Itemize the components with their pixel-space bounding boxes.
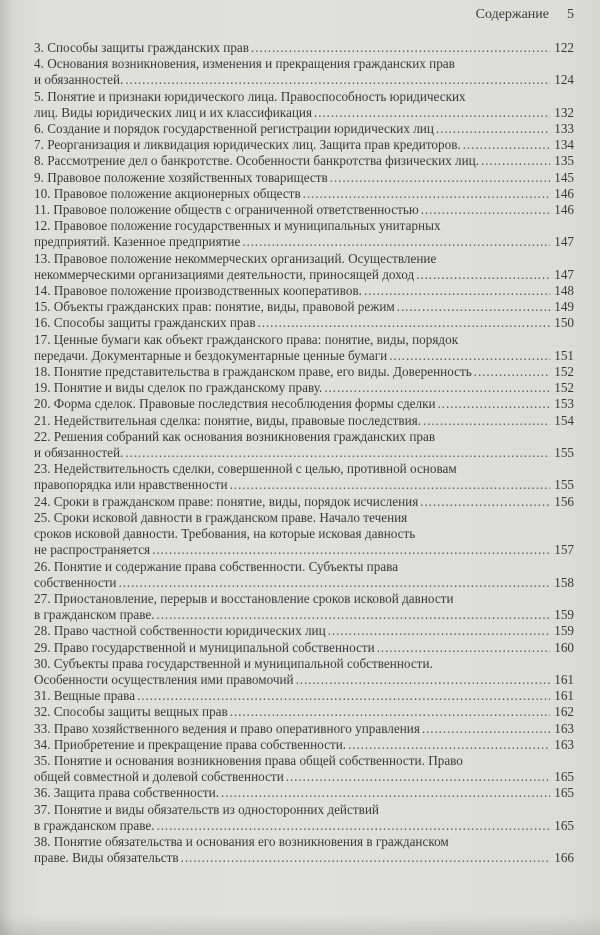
toc-entry-last-line [34, 607, 574, 623]
toc-entry-last-line [34, 396, 574, 412]
toc-page-number: 153 [554, 396, 574, 412]
toc-entry-text-line: 33. Право хозяйственного ведения и право оперативного управления [34, 720, 420, 736]
toc-entry-text-line: 6. Создание и порядок государственной регистрации юридических лиц [34, 121, 434, 137]
toc-entry [34, 186, 574, 202]
toc-entry [34, 429, 574, 461]
toc-entry-last-line [34, 72, 574, 88]
running-head-title: Содержание [475, 7, 549, 22]
dot-leader [481, 153, 550, 169]
toc-entry [34, 704, 574, 720]
dot-leader [474, 364, 550, 380]
dot-leader [314, 105, 550, 121]
running-head [476, 7, 574, 23]
dot-leader [181, 850, 550, 866]
toc-entry-last-line [34, 283, 574, 299]
toc-page-number: 147 [554, 266, 574, 282]
dot-leader [463, 137, 550, 153]
toc-entry-last-line [34, 721, 574, 737]
toc-entry [34, 170, 574, 186]
toc-entry-last-line [34, 105, 574, 121]
toc-page-number: 146 [554, 185, 574, 201]
toc-entry [34, 218, 574, 250]
toc-entry-last-line [34, 202, 574, 218]
toc-entry [34, 40, 574, 56]
toc-entry-text-line: в гражданском праве. [34, 607, 155, 623]
toc-entry [34, 834, 574, 866]
dot-leader [286, 769, 550, 785]
toc-entry [34, 688, 574, 704]
toc-entry-text-line: правопорядка или нравственности [34, 477, 228, 493]
toc-entry-last-line [34, 121, 574, 137]
toc-entry-text-line: 22. Решения собраний как основания возникновения гражданских прав [34, 428, 436, 444]
toc-entry-last-line [34, 445, 574, 461]
toc-entry-last-line [34, 40, 574, 56]
toc-entry-last-line [34, 704, 574, 720]
toc-entry [34, 364, 574, 380]
toc-entry-text-line: 8. Рассмотрение дел о банкротстве. Особенности банкротства физических лиц. [34, 153, 480, 169]
toc-page-number: 155 [554, 477, 574, 493]
table-of-contents [34, 40, 574, 866]
dot-leader [242, 234, 550, 250]
dot-leader [328, 623, 550, 639]
toc-entry-text-line: 17. Ценные бумаги как объект гражданского права: понятие, виды, порядок [34, 331, 459, 347]
dot-leader [330, 170, 550, 186]
toc-entry [34, 640, 574, 656]
dot-leader [397, 299, 550, 315]
toc-page-number: 161 [554, 671, 574, 687]
toc-entry-last-line [34, 153, 574, 169]
toc-entry-last-line [34, 818, 574, 834]
toc-page-number: 133 [554, 121, 574, 137]
toc-entry [34, 153, 574, 169]
dot-leader [436, 121, 550, 137]
toc-page-number: 165 [554, 769, 574, 785]
toc-entry-text-line: 19. Понятие и виды сделок по гражданскому праву. [34, 380, 323, 396]
toc-entry [34, 380, 574, 396]
toc-entry-text-line: 25. Сроки исковой давности в гражданском праве. Начало течения [34, 509, 408, 525]
toc-page-number: 165 [554, 785, 574, 801]
toc-page-number: 159 [554, 623, 574, 639]
toc-entry [34, 121, 574, 137]
toc-entry-text-line: 3. Способы защиты гражданских прав [34, 40, 249, 55]
toc-entry [34, 461, 574, 493]
toc-entry [34, 510, 574, 559]
toc-entry [34, 494, 574, 510]
toc-entry-text-line: 36. Защита права собственности. [34, 785, 220, 801]
toc-entry [34, 413, 574, 429]
toc-entry-text-line: 15. Объекты гражданских прав: понятие, виды, правовой режим [34, 299, 395, 315]
dot-leader [119, 575, 551, 591]
toc-entry-last-line [34, 234, 574, 250]
toc-entry [34, 202, 574, 218]
toc-page-number: 152 [554, 364, 574, 380]
toc-entry-text-line: собственности [34, 574, 117, 590]
dot-leader [221, 785, 550, 801]
toc-entry-text-line: 38. Понятие обязательства и основания его возникновения в гражданском [34, 833, 449, 849]
toc-entry-text-line: 20. Форма сделок. Правовые последствия несоблюдения формы сделки [34, 396, 436, 412]
toc-page-number: 135 [554, 153, 574, 169]
toc-entry-last-line [34, 785, 574, 801]
dot-leader [258, 315, 550, 331]
toc-entry-text-line: 10. Правовое положение акционерных обществ [34, 185, 301, 201]
running-head-page-number: 5 [567, 7, 574, 22]
toc-entry-text-line: 7. Реорганизация и ликвидация юридических лиц. Защита прав кредиторов. [34, 137, 461, 153]
toc-entry [34, 396, 574, 412]
toc-entry [34, 251, 574, 283]
dot-leader [251, 40, 550, 56]
dot-leader [364, 283, 550, 299]
dot-leader [230, 704, 550, 720]
toc-entry-last-line [34, 688, 574, 704]
toc-entry [34, 656, 574, 688]
toc-page-number: 148 [554, 283, 574, 299]
toc-entry-text-line: предприятий. Казенное предприятие [34, 234, 241, 250]
toc-entry [34, 299, 574, 315]
dot-leader [137, 688, 550, 704]
dot-leader [296, 672, 550, 688]
toc-entry-last-line [34, 542, 574, 558]
toc-page-number: 161 [554, 688, 574, 704]
toc-page-number: 132 [554, 104, 574, 120]
toc-page-number: 158 [554, 574, 574, 590]
dot-leader [125, 72, 550, 88]
toc-entry-text-line: и обязанностей. [34, 72, 124, 88]
toc-entry [34, 591, 574, 623]
toc-entry [34, 89, 574, 121]
toc-entry-text-line: 30. Субъекты права государственной и муниципальной собственности. [34, 655, 433, 671]
toc-entry-last-line [34, 850, 574, 866]
toc-entry-last-line [34, 315, 574, 331]
toc-entry-text-line: Особенности осуществления ими правомочий [34, 671, 294, 687]
toc-entry-text-line: 14. Правовое положение производственных кооперативов. [34, 283, 362, 299]
toc-entry [34, 753, 574, 785]
toc-entry-text-line: передачи. Документарные и бездокументарные ценные бумаги [34, 347, 388, 363]
toc-entry [34, 737, 574, 753]
toc-page-number: 150 [554, 315, 574, 331]
dot-leader [157, 818, 551, 834]
toc-entry-last-line [34, 640, 574, 656]
toc-page-number: 146 [554, 202, 574, 218]
toc-entry [34, 137, 574, 153]
toc-entry [34, 785, 574, 801]
toc-entry-text-line: в гражданском праве. [34, 817, 155, 833]
dot-leader [348, 737, 550, 753]
toc-entry-last-line [34, 137, 574, 153]
toc-entry-text-line: праве. Виды обязательств [34, 850, 179, 866]
toc-entry [34, 332, 574, 364]
toc-entry-text-line: 27. Приостановление, перерыв и восстановление сроков исковой давности [34, 590, 454, 606]
toc-page-number: 165 [554, 817, 574, 833]
toc-entry-text-line: 9. Правовое положение хозяйственных товариществ [34, 169, 328, 185]
toc-page-number: 151 [554, 347, 574, 363]
toc-entry-text-line: общей совместной и долевой собственности [34, 769, 284, 785]
toc-entry-text-line: 12. Правовое положение государственных и муниципальных унитарных [34, 218, 441, 234]
dot-leader [422, 721, 550, 737]
toc-entry-last-line [34, 494, 574, 510]
toc-entry [34, 802, 574, 834]
dot-leader [152, 542, 550, 558]
dot-leader [438, 396, 550, 412]
toc-entry-text-line: и обязанностей. [34, 445, 124, 461]
toc-entry-last-line [34, 413, 574, 429]
dot-leader [420, 494, 550, 510]
toc-entry [34, 56, 574, 88]
toc-entry-last-line [34, 737, 574, 753]
toc-entry-text-line: 31. Вещные права [34, 688, 136, 704]
toc-entry-last-line [34, 623, 574, 639]
dot-leader [416, 267, 550, 283]
toc-entry-text-line: сроков исковой давности. Требования, на которые исковая давность [34, 526, 416, 542]
toc-entry-text-line: 4. Основания возникновения, изменения и прекращения гражданских прав [34, 56, 455, 72]
dot-leader [157, 607, 551, 623]
toc-page-number: 149 [554, 299, 574, 315]
toc-page-number: 152 [554, 380, 574, 396]
dot-leader [377, 640, 550, 656]
toc-entry-text-line: 32. Способы защиты вещных прав [34, 704, 228, 720]
toc-entry-text-line: 21. Недействительная сделка: понятие, виды, правовые последствия. [34, 412, 422, 428]
toc-entry-text-line: 13. Правовое положение некоммерческих организаций. Осуществление [34, 250, 437, 266]
toc-entry-last-line [34, 348, 574, 364]
toc-page-number: 124 [554, 72, 574, 88]
toc-entry-text-line: не распространяется [34, 542, 151, 558]
toc-entry-last-line [34, 186, 574, 202]
toc-entry-last-line [34, 267, 574, 283]
toc-entry-text-line: 5. Понятие и признаки юридического лица. Правоспособность юридических [34, 88, 466, 104]
toc-entry-text-line: 35. Понятие и основания возникновения права общей собственности. Право [34, 752, 463, 768]
toc-entry-last-line [34, 769, 574, 785]
toc-entry-text-line: 18. Понятие представительства в гражданском праве, его виды. Доверенность [34, 364, 472, 380]
toc-entry-text-line: 23. Недействительность сделки, совершенной с целью, противной основам [34, 461, 457, 477]
toc-entry [34, 559, 574, 591]
toc-entry-text-line: 29. Право государственной и муниципальной собственности [34, 639, 375, 655]
toc-entry-last-line [34, 477, 574, 493]
toc-page-number: 154 [554, 412, 574, 428]
toc-page-number: 163 [554, 720, 574, 736]
toc-entry-text-line: 34. Приобретение и прекращение права собственности. [34, 736, 347, 752]
toc-page-number: 122 [554, 40, 574, 55]
toc-entry-text-line: 37. Понятие и виды обязательств из односторонних действий [34, 801, 379, 817]
toc-entry-text-line: лиц. Виды юридических лиц и их классификация [34, 104, 313, 120]
toc-entry-last-line [34, 380, 574, 396]
dot-leader [421, 202, 550, 218]
dot-leader [303, 186, 550, 202]
toc-entry [34, 315, 574, 331]
toc-entry-text-line: 26. Понятие и содержание права собственности. Субъекты права [34, 558, 399, 574]
toc-entry-text-line: 11. Правовое положение обществ с ограниченной ответственностью [34, 202, 419, 218]
toc-page-number: 163 [554, 736, 574, 752]
toc-entry-text-line: 16. Способы защиты гражданских прав [34, 315, 256, 331]
toc-entry [34, 623, 574, 639]
dot-leader [389, 348, 550, 364]
toc-entry-last-line [34, 299, 574, 315]
toc-page-number: 159 [554, 607, 574, 623]
toc-page-number: 162 [554, 704, 574, 720]
toc-page-number: 157 [554, 542, 574, 558]
dot-leader [125, 445, 550, 461]
toc-entry-text-line: 28. Право частной собственности юридических лиц [34, 623, 326, 639]
dot-leader [423, 413, 550, 429]
dot-leader [324, 380, 550, 396]
toc-page-number: 145 [554, 169, 574, 185]
toc-page-number: 147 [554, 234, 574, 250]
toc-entry [34, 721, 574, 737]
toc-page-number: 155 [554, 445, 574, 461]
toc-entry-last-line [34, 672, 574, 688]
dot-leader [230, 477, 550, 493]
toc-entry-last-line [34, 364, 574, 380]
toc-entry-last-line [34, 575, 574, 591]
toc-entry [34, 283, 574, 299]
toc-page-number: 134 [554, 137, 574, 153]
toc-page-number: 160 [554, 639, 574, 655]
toc-page-number: 156 [554, 493, 574, 509]
toc-entry-text-line: 24. Сроки в гражданском праве: понятие, виды, порядок исчисления [34, 493, 419, 509]
toc-entry-last-line [34, 170, 574, 186]
toc-entry-text-line: некоммерческими организациями деятельности, приносящей доход [34, 266, 415, 282]
toc-page-number: 166 [554, 850, 574, 866]
